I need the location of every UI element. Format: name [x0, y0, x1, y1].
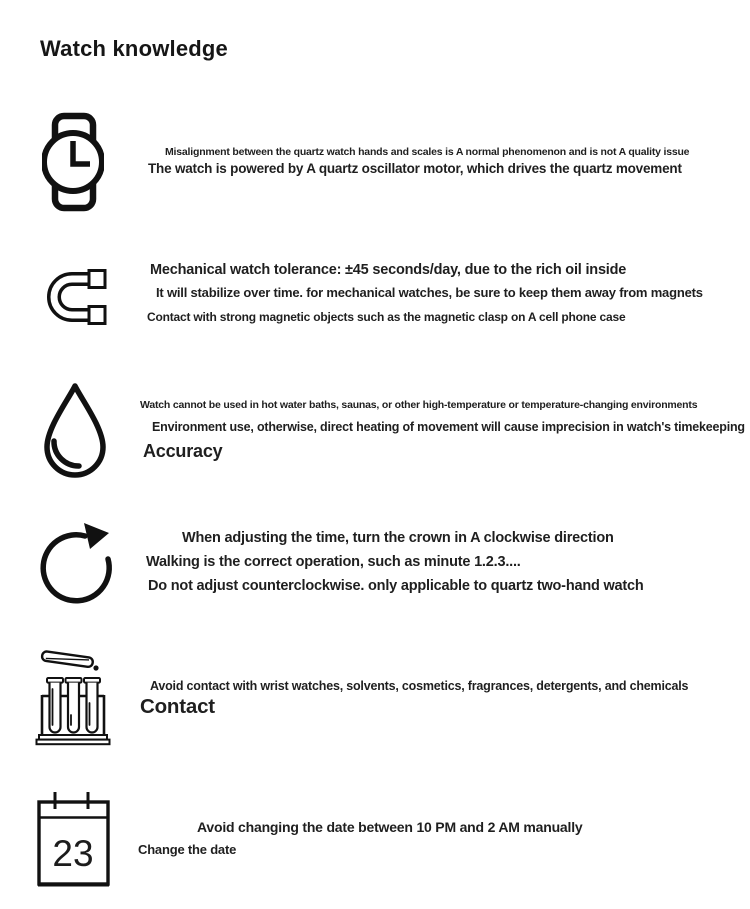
- section-text-line: Avoid contact with wrist watches, solvents, cosmetics, fragrances, detergents, and chemicals: [150, 679, 689, 693]
- section-text-line: Do not adjust counterclockwise. only applicable to quartz two-hand watch: [148, 578, 644, 594]
- section-text-line: Mechanical watch tolerance: ±45 seconds/day, due to the rich oil inside: [150, 262, 627, 278]
- section-text-line: Avoid changing the date between 10 PM and 2 AM manually: [197, 819, 583, 835]
- watch-icon: [42, 112, 104, 212]
- magnet-icon: [38, 258, 110, 330]
- section-text-line: When adjusting the time, turn the crown in A clockwise direction: [182, 530, 614, 546]
- test-tubes-icon: [35, 645, 111, 747]
- section-heading: Accuracy: [143, 441, 223, 461]
- section-text-line: It will stabilize over time. for mechanical watches, be sure to keep them away from magnets: [156, 285, 703, 300]
- section-text-line: Change the date: [138, 842, 237, 857]
- section-text-line: Walking is the correct operation, such as minute 1.2.3....: [146, 554, 521, 570]
- section-text-line: Misalignment between the quartz watch hands and scales is A normal phenomenon and is not A quality issue: [165, 146, 690, 158]
- section-text-line: Contact with strong magnetic objects such as the magnetic clasp on A cell phone case: [147, 310, 626, 324]
- calendar-day: 23: [52, 833, 94, 874]
- section-text-line: The watch is powered by A quartz oscillator motor, which drives the quartz movement: [148, 161, 682, 176]
- page-title: Watch knowledge: [40, 36, 228, 61]
- section-text-line: Environment use, otherwise, direct heating of movement will cause imprecision in watch's timekeeping: [152, 420, 745, 434]
- section-text-line: Watch cannot be used in hot water baths, saunas, or other high-temperature or temperature-changing environments: [140, 399, 698, 411]
- clockwise-arrow-icon: [38, 520, 118, 612]
- section-heading: Contact: [140, 695, 215, 718]
- water-drop-icon: [40, 382, 110, 480]
- calendar-icon: [35, 790, 115, 890]
